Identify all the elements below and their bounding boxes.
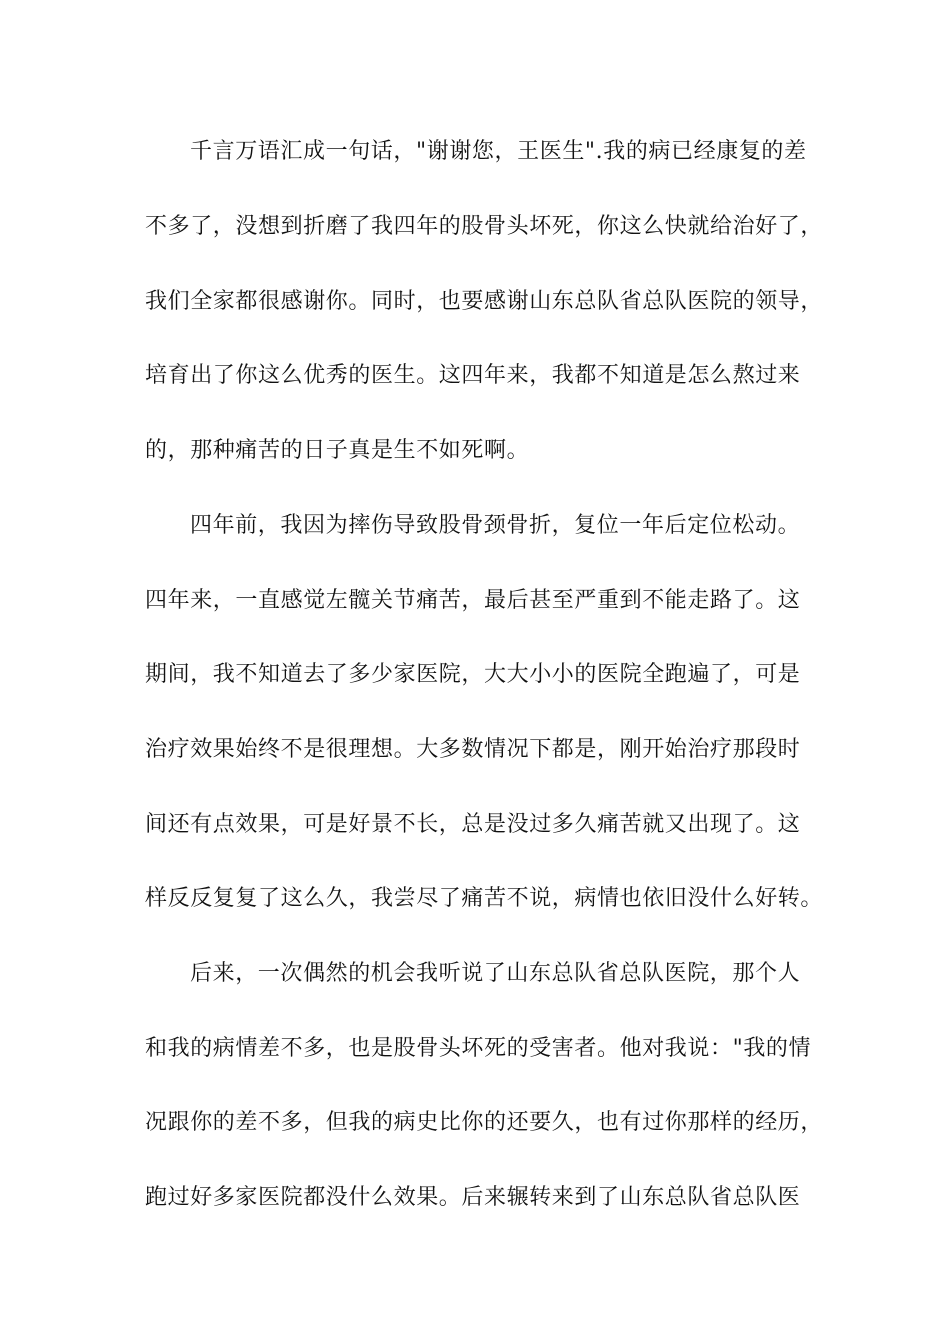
paragraph-2-line-6: 样反反复复了这么久，我尝尽了痛苦不说，病情也依旧没什么好转。 <box>145 886 824 911</box>
paragraph-2-line-3: 期间，我不知道去了多少家医院，大大小小的医院全跑遍了，可是 <box>145 662 801 687</box>
paragraph-1-line-1: 千言万语汇成一句话，"谢谢您，王医生".我的病已经康复的差 <box>190 139 807 164</box>
paragraph-2-line-4: 治疗效果始终不是很理想。大多数情况下都是，刚开始治疗那段时 <box>145 737 801 762</box>
paragraph-3-line-1: 后来，一次偶然的机会我听说了山东总队省总队医院，那个人 <box>190 961 801 986</box>
paragraph-3-line-3: 况跟你的差不多，但我的病史比你的还要久，也有过你那样的经历， <box>145 1110 824 1135</box>
paragraph-1-line-4: 培育出了你这么优秀的医生。这四年来，我都不知道是怎么熬过来 <box>145 363 801 388</box>
paragraph-2-line-5: 间还有点效果，可是好景不长，总是没过多久痛苦就又出现了。这 <box>145 812 801 837</box>
paragraph-3-line-2: 和我的病情差不多，也是股骨头坏死的受害者。他对我说："我的情 <box>145 1036 812 1061</box>
paragraph-2-line-2: 四年来，一直感觉左髋关节痛苦，最后甚至严重到不能走路了。这 <box>145 588 801 613</box>
paragraph-2-line-1: 四年前，我因为摔伤导致股骨颈骨折，复位一年后定位松动。 <box>190 513 801 538</box>
paragraph-3-line-4: 跑过好多家医院都没什么效果。后来辗转来到了山东总队省总队医 <box>145 1185 801 1210</box>
paragraph-1-line-3: 我们全家都很感谢你。同时，也要感谢山东总队省总队医院的领导， <box>145 289 824 314</box>
paragraph-1-line-2: 不多了，没想到折磨了我四年的股骨头坏死，你这么快就给治好了， <box>145 214 824 239</box>
paragraph-1-line-5: 的，那种痛苦的日子真是生不如死啊。 <box>145 438 530 463</box>
